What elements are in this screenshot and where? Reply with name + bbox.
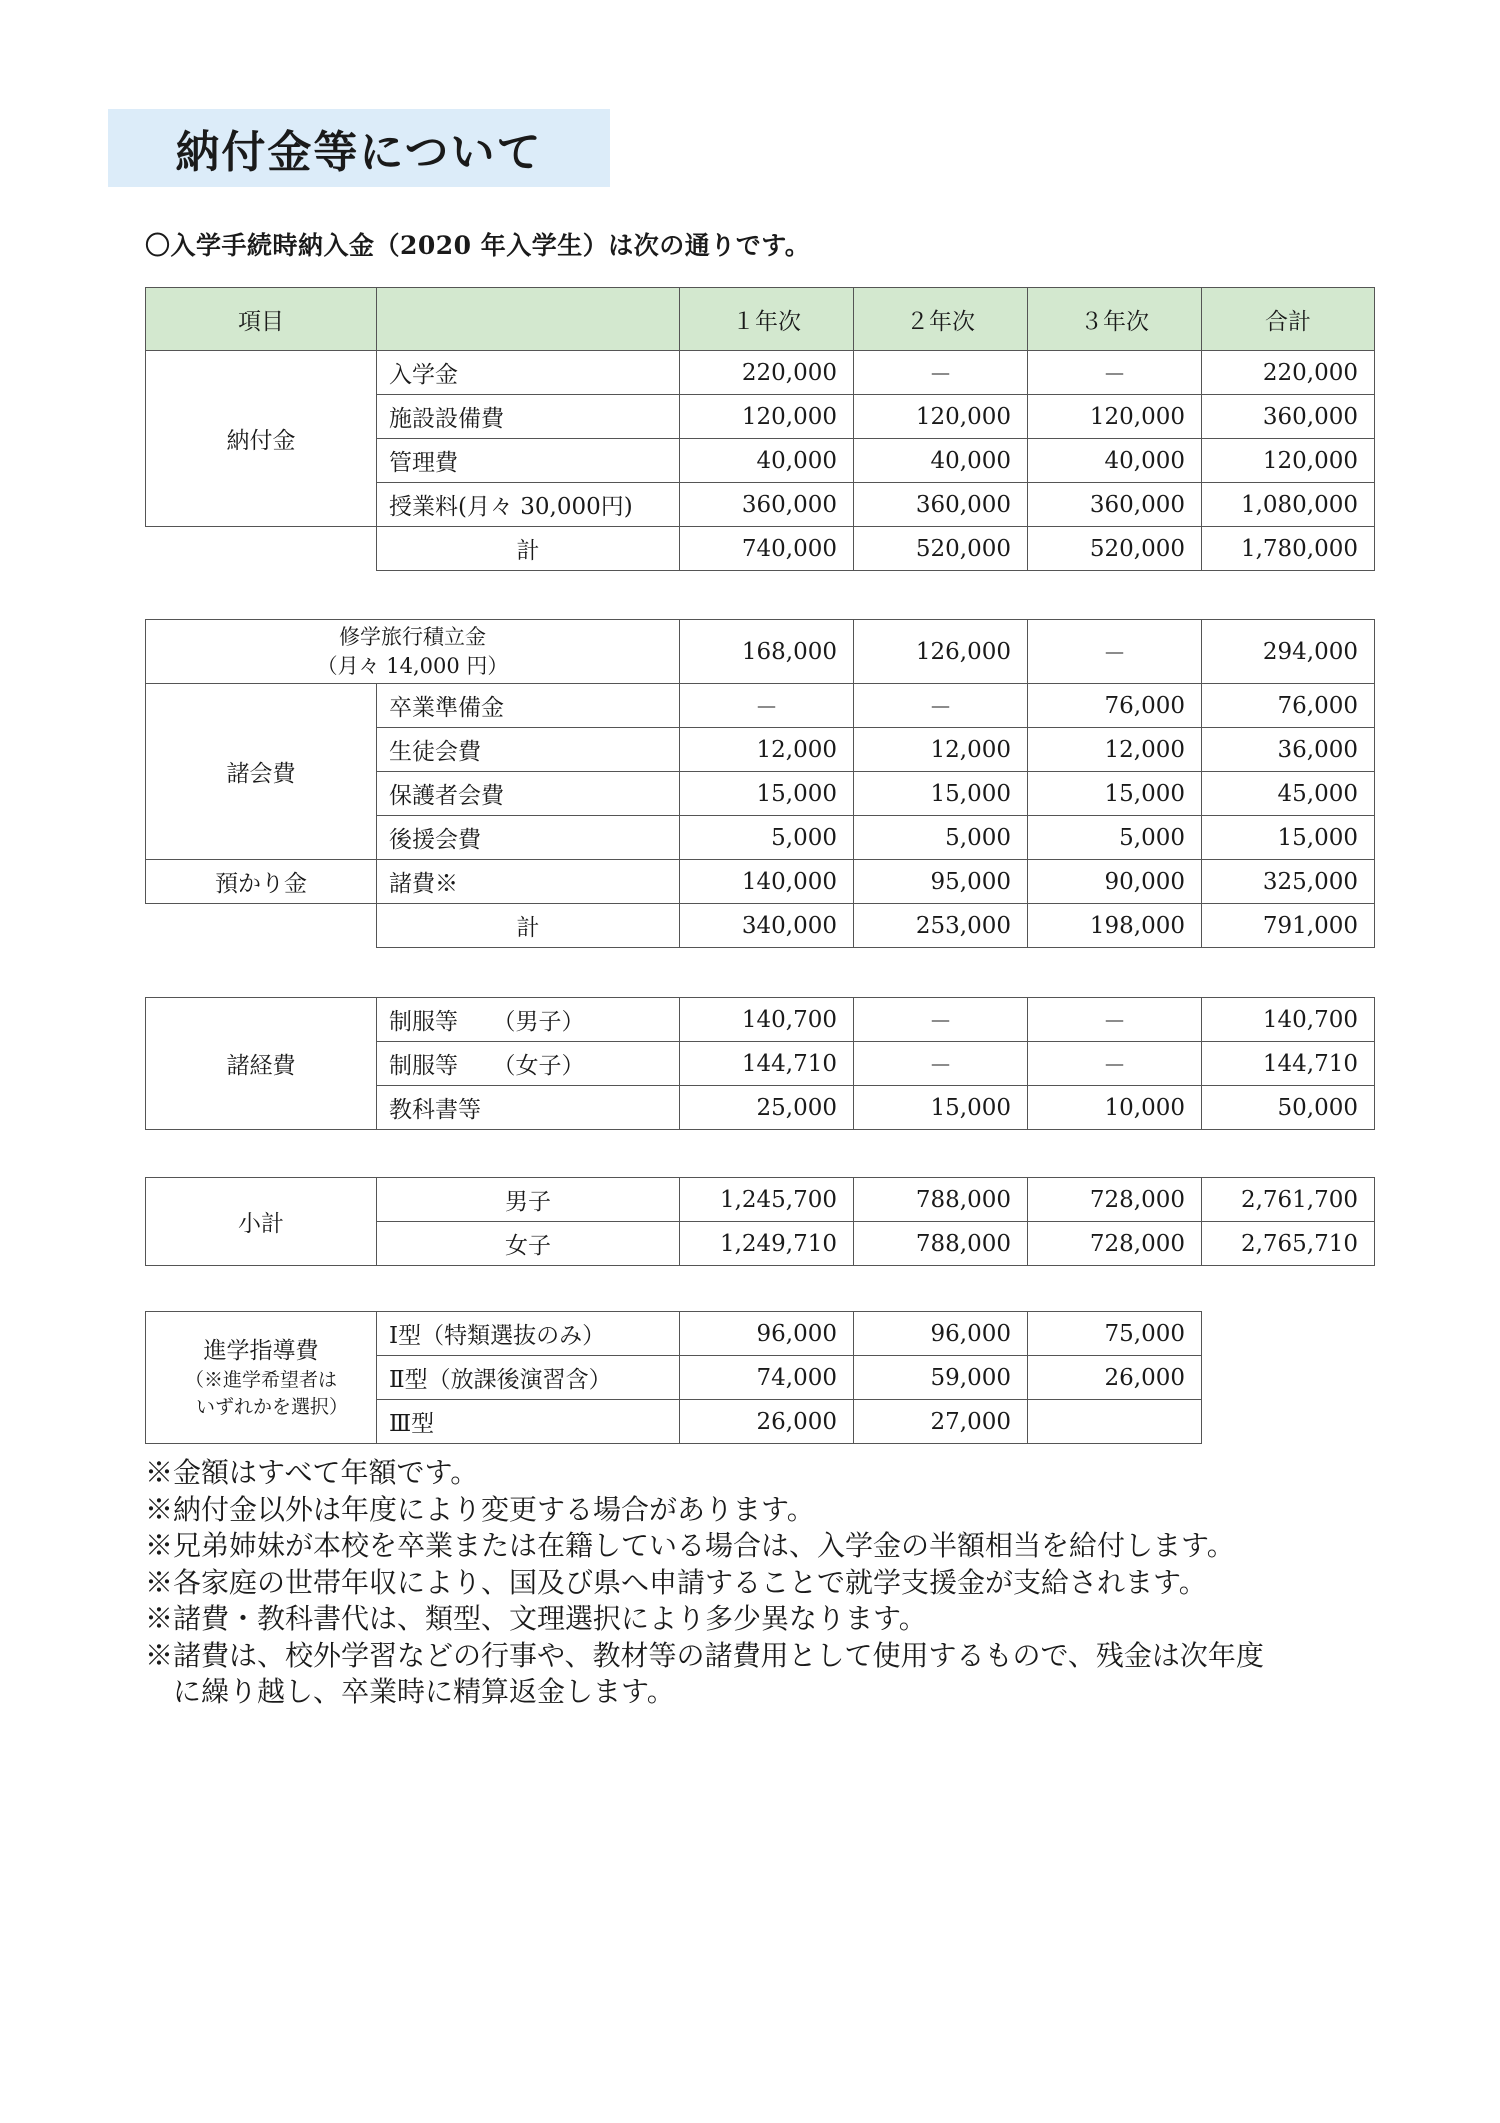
row-name: 制服等 （男子）	[377, 998, 680, 1042]
cell-value: －	[854, 998, 1028, 1042]
cell-value: 96,000	[854, 1312, 1028, 1356]
cell-value: 50,000	[1202, 1086, 1375, 1130]
cell-value: －	[1028, 1042, 1202, 1086]
header-year2: ２年次	[854, 288, 1028, 351]
row-name: Ⅱ型（放課後演習含）	[377, 1356, 680, 1400]
cell-value: 26,000	[1028, 1356, 1202, 1400]
cell-value: －	[680, 684, 854, 728]
nofukin-table	[145, 287, 1375, 571]
cell-value: 168,000	[680, 620, 854, 684]
cell-value: 120,000	[854, 395, 1028, 439]
group-label-shingaku	[146, 1312, 377, 1444]
cell-value: 1,249,710	[680, 1222, 854, 1266]
cell-value: 788,000	[854, 1178, 1028, 1222]
cell-value: 76,000	[1028, 684, 1202, 728]
cell-value: 788,000	[854, 1222, 1028, 1266]
row-name: 卒業準備金	[377, 684, 680, 728]
group-label-shokei: 小計	[146, 1178, 377, 1266]
cell-value: 140,000	[680, 860, 854, 904]
cell-value: 75,000	[1028, 1312, 1202, 1356]
cell-value: 294,000	[1202, 620, 1375, 684]
cell-value: 340,000	[680, 904, 854, 948]
cell-value: 26,000	[680, 1400, 854, 1444]
cell-value	[1028, 1400, 1202, 1444]
cell-value: 120,000	[1202, 439, 1375, 483]
cell-value: 144,710	[1202, 1042, 1375, 1086]
shingaku-table	[145, 1311, 1202, 1444]
cell-value: 220,000	[1202, 351, 1375, 395]
cell-value: 126,000	[854, 620, 1028, 684]
row-name: 管理費	[377, 439, 680, 483]
cell-value: 45,000	[1202, 772, 1375, 816]
cell-value: －	[1028, 351, 1202, 395]
cell-value: 728,000	[1028, 1178, 1202, 1222]
group-label-shokeihi: 諸経費	[146, 998, 377, 1130]
row-name: 後援会費	[377, 816, 680, 860]
row-name: 教科書等	[377, 1086, 680, 1130]
row-name: Ⅲ型	[377, 1400, 680, 1444]
sum-row	[146, 904, 1375, 948]
cell-value: 253,000	[854, 904, 1028, 948]
header-total: 合計	[1202, 288, 1375, 351]
cell-value: 95,000	[854, 860, 1028, 904]
header-blank	[377, 288, 680, 351]
trip-label-line2: （月々 14,000 円）	[316, 653, 509, 678]
cell-value: 360,000	[854, 483, 1028, 527]
cell-value: 120,000	[1028, 395, 1202, 439]
cell-value: 220,000	[680, 351, 854, 395]
page-title-box	[108, 109, 610, 187]
cell-value: 10,000	[1028, 1086, 1202, 1130]
header-item: 項目	[146, 288, 377, 351]
note-line: ※各家庭の世帯年収により、国及び県へ申請することで就学支援金が支給されます。	[145, 1565, 1207, 1599]
header-year1: １年次	[680, 288, 854, 351]
note-line: に繰り越し、卒業時に精算返金します。	[173, 1675, 675, 1708]
row-name: 入学金	[377, 351, 680, 395]
note-line: ※金額はすべて年額です。	[145, 1456, 479, 1489]
row-name: 授業料(月々 30,000円)	[377, 483, 680, 527]
cell-value: 2,765,710	[1202, 1222, 1375, 1266]
cell-value: 40,000	[1028, 439, 1202, 483]
cell-value: －	[1028, 620, 1202, 684]
cell-value: －	[854, 684, 1028, 728]
cell-value: 2,761,700	[1202, 1178, 1375, 1222]
table-row	[146, 620, 1375, 684]
subtitle: 〇入学手続時納入金（2020 年入学生）は次の通りです。	[145, 231, 811, 260]
cell-value: 59,000	[854, 1356, 1028, 1400]
cell-value: 15,000	[1028, 772, 1202, 816]
cell-value: 15,000	[854, 1086, 1028, 1130]
cell-value: 140,700	[680, 998, 854, 1042]
cell-value: 1,780,000	[1202, 527, 1375, 571]
group-label-nofukin: 納付金	[146, 351, 377, 527]
cell-value: 25,000	[680, 1086, 854, 1130]
cell-value: 360,000	[1028, 483, 1202, 527]
cell-value: 74,000	[680, 1356, 854, 1400]
page-title: 納付金等について	[175, 127, 543, 178]
row-name: 計	[377, 527, 680, 571]
cell-value: 36,000	[1202, 728, 1375, 772]
row-name: 施設設備費	[377, 395, 680, 439]
shingaku-label-line3: いずれかを選択）	[195, 1395, 348, 1418]
group-label-shokaihi: 諸会費	[146, 684, 377, 860]
row-name: 制服等 （女子）	[377, 1042, 680, 1086]
cell-value: 728,000	[1028, 1222, 1202, 1266]
cell-value: 360,000	[1202, 395, 1375, 439]
shokei-table	[145, 1177, 1375, 1266]
row-name: 計	[377, 904, 680, 948]
table-row	[146, 1312, 1202, 1356]
cell-value: 5,000	[1028, 816, 1202, 860]
cell-value: 1,245,700	[680, 1178, 854, 1222]
header-year3: ３年次	[1028, 288, 1202, 351]
row-name: 諸費※	[377, 860, 680, 904]
shokeihi-table	[145, 997, 1375, 1130]
cell-value: 90,000	[1028, 860, 1202, 904]
cell-value: 76,000	[1202, 684, 1375, 728]
row-name: 女子	[377, 1222, 680, 1266]
row-name: 生徒会費	[377, 728, 680, 772]
cell-value: －	[854, 1042, 1028, 1086]
table-row	[146, 1178, 1375, 1222]
cell-value: 15,000	[680, 772, 854, 816]
cell-value: 12,000	[1028, 728, 1202, 772]
shingaku-label-line2: （※進学希望者は	[184, 1368, 337, 1391]
note-line: ※諸費・教科書代は、類型、文理選択により多少異なります。	[145, 1602, 927, 1635]
cell-value: 791,000	[1202, 904, 1375, 948]
cell-value: 520,000	[1028, 527, 1202, 571]
cell-value: 1,080,000	[1202, 483, 1375, 527]
note-line: ※納付金以外は年度により変更する場合があります。	[145, 1492, 815, 1526]
trip-label	[146, 620, 680, 684]
row-name: Ⅰ型（特類選抜のみ）	[377, 1312, 680, 1356]
cell-value: 12,000	[854, 728, 1028, 772]
cell-value: 520,000	[854, 527, 1028, 571]
cell-value: 40,000	[854, 439, 1028, 483]
sum-row	[146, 527, 1375, 571]
shingaku-label-line1: 進学指導費	[203, 1337, 319, 1364]
cell-value: 360,000	[680, 483, 854, 527]
cell-value: 15,000	[854, 772, 1028, 816]
row-name: 保護者会費	[377, 772, 680, 816]
cell-value: 120,000	[680, 395, 854, 439]
cell-value: 5,000	[680, 816, 854, 860]
cell-value: 27,000	[854, 1400, 1028, 1444]
table-row	[146, 684, 1375, 728]
notes	[145, 1455, 1264, 1711]
cell-value: 144,710	[680, 1042, 854, 1086]
cell-value: 325,000	[1202, 860, 1375, 904]
cell-value: 198,000	[1028, 904, 1202, 948]
shokaihi-table	[145, 619, 1375, 948]
group-label-azukari: 預かり金	[146, 860, 377, 904]
cell-value: 12,000	[680, 728, 854, 772]
cell-value: －	[1028, 998, 1202, 1042]
cell-value: 740,000	[680, 527, 854, 571]
cell-value: 96,000	[680, 1312, 854, 1356]
table-row	[146, 998, 1375, 1042]
trip-label-line1: 修学旅行積立金	[339, 624, 486, 649]
cell-value: －	[854, 351, 1028, 395]
note-line: ※兄弟姉妹が本校を卒業または在籍している場合は、入学金の半額相当を給付します。	[145, 1529, 1235, 1562]
cell-value: 40,000	[680, 439, 854, 483]
cell-value: 140,700	[1202, 998, 1375, 1042]
header-row	[146, 288, 1375, 351]
table-row	[146, 351, 1375, 395]
row-name: 男子	[377, 1178, 680, 1222]
cell-value: 15,000	[1202, 816, 1375, 860]
table-row	[146, 860, 1375, 904]
note-line: ※諸費は、校外学習などの行事や、教材等の諸費用として使用するもので、残金は次年度	[145, 1638, 1264, 1672]
cell-value: 5,000	[854, 816, 1028, 860]
